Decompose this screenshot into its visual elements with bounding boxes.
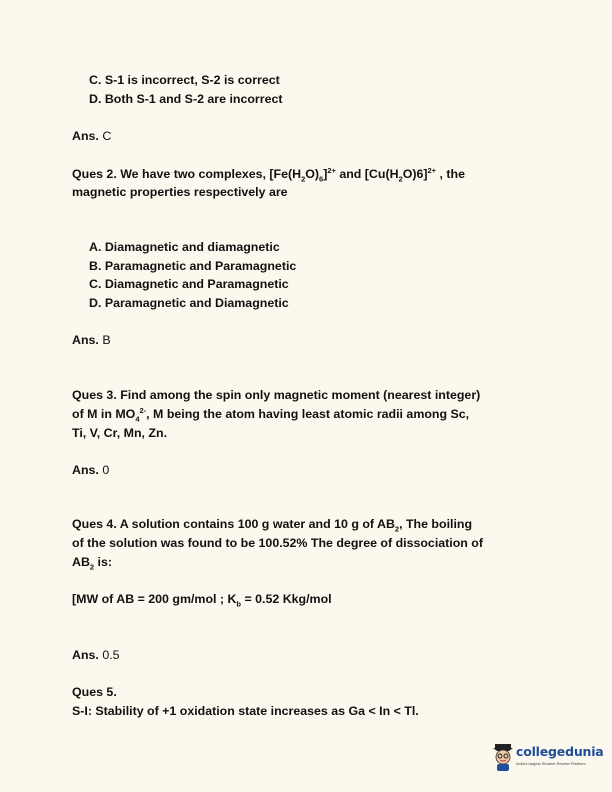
option-d: D. Both S-1 and S-2 are incorrect — [89, 92, 283, 106]
q2-option-d: D. Paramagnetic and Diamagnetic — [89, 296, 289, 310]
answer-q2 — [72, 332, 111, 348]
q2-option-c: C. Diamagnetic and Paramagnetic — [89, 277, 289, 291]
logo-tagline: India's largest Student Review Platform — [516, 761, 586, 766]
answer-value: C — [102, 129, 112, 143]
answer-q4 — [72, 647, 120, 663]
answer-label: Ans. — [72, 648, 99, 662]
answer-q1 — [72, 128, 111, 144]
answer-label: Ans. — [72, 333, 99, 347]
question-4-line-3: $AB_2$ is: — [72, 555, 112, 572]
question-5-statement-1: S-I: Stability of +1 oxidation state increases as Ga < In < Tl. — [72, 704, 419, 718]
answer-value: 0 — [102, 463, 110, 477]
logo-wordmark: collegedunia — [516, 744, 604, 759]
answer-label: Ans. — [72, 129, 99, 143]
question-2-line-1: Ques 2. We have two complexes, $[Fe(H_2O)_6]^{2+}$ and $[Cu(H_2O)6]^{2+}$ , the — [72, 165, 465, 184]
q2-option-a: A. Diamagnetic and diamagnetic — [89, 240, 280, 254]
collegedunia-logo — [492, 740, 602, 780]
answer-label: Ans. — [72, 463, 99, 477]
option-c: C. S-1 is incorrect, S-2 is correct — [89, 73, 280, 87]
question-4-line-1: Ques 4. A solution contains 100 g water and 10 g of $AB_2$, The boiling — [72, 517, 473, 534]
q2-option-b: B. Paramagnetic and Paramagnetic — [89, 259, 297, 273]
question-3-line-3: Ti, V, Cr, Mn, Zn. — [72, 426, 168, 440]
answer-value: 0.5 — [102, 648, 120, 662]
question-2-line-2: magnetic properties respectively are — [72, 185, 288, 199]
question-3-line-1: Ques 3. Find among the spin only magnetic moment (nearest integer) — [72, 388, 481, 402]
answer-value: B — [102, 333, 111, 347]
question-5-title: Ques 5. — [72, 685, 117, 699]
question-3-line-2: of M in $MO_4^{2-}$, M being the atom having least atomic radii among Sc, — [72, 405, 470, 424]
question-4-line-2: of the solution was found to be 100.52% The degree of dissociation of — [72, 536, 484, 550]
answer-q3 — [72, 462, 109, 478]
mascot-icon — [492, 742, 514, 772]
question-4-given-data: [MW of AB = 200 gm/mol ; $K_b = 0.52$ Kkg/mol — [72, 592, 332, 609]
